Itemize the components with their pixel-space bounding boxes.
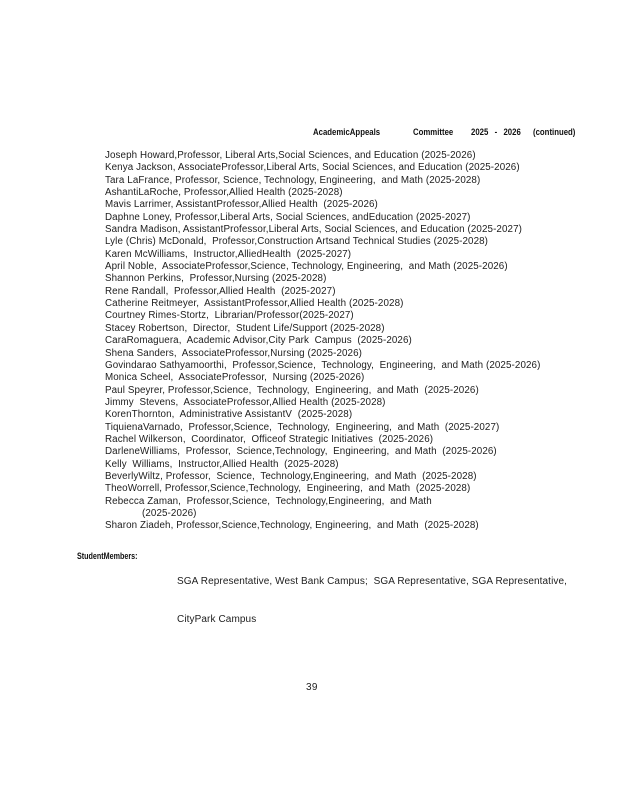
member-line: Kenya Jackson, AssociateProfessor,Liberal Arts, Social Sciences, and Education (2025-2026)	[105, 162, 520, 174]
member-line: Rachel Wilkerson, Coordinator, Officeof Strategic Initiatives (2025-2026)	[105, 433, 434, 445]
member-line: Govindarao Sathyamoorthi, Professor,Science, Technology, Engineering, and Math (2025-2026)	[105, 359, 541, 371]
member-line: TheoWorrell, Professor,Science,Technology, Engineering, and Math (2025-2028)	[105, 483, 471, 495]
member-line-continuation: (2025-2026)	[142, 507, 197, 519]
member-line: Rene Randall, Professor,Allied Health (2025-2027)	[105, 285, 336, 297]
member-line: Shannon Perkins, Professor,Nursing (2025-2028)	[105, 273, 327, 285]
member-line: Sandra Madison, AssistantProfessor,Liberal Arts, Social Sciences, and Education (2025-2027)	[105, 224, 522, 236]
member-line: April Noble, AssociateProfessor,Science, Technology, Engineering, and Math (2025-2026)	[105, 261, 508, 273]
member-line: Monica Scheel, AssociateProfessor, Nursing (2025-2026)	[105, 372, 365, 384]
student-members-line1: SGA Representative, West Bank Campus; SGA Representative, SGA Representative,	[177, 575, 568, 587]
member-list	[105, 150, 540, 533]
page-number: 39	[306, 682, 318, 693]
member-line: Lyle (Chris) McDonald, Professor,Construction Artsand Technical Studies (2025-2028)	[105, 236, 489, 248]
member-line: Courtney Rimes-Stortz, Librarian/Professor(2025-2027)	[105, 310, 354, 322]
member-line: Rebecca Zaman, Professor,Science, Technology,Engineering, and Math	[105, 495, 432, 507]
student-members-line2: CityPark Campus	[177, 613, 257, 625]
member-line: Karen McWilliams, Instructor,AlliedHealth (2025-2027)	[105, 248, 352, 260]
member-line: Sharon Ziadeh, Professor,Science,Technology, Engineering, and Math (2025-2028)	[105, 520, 479, 532]
student-members-label: StudentMembers:	[77, 551, 138, 561]
student-members-value	[177, 550, 567, 652]
member-line: Mavis Larrimer, AssistantProfessor,Allied Health (2025-2026)	[105, 199, 378, 211]
member-line: Joseph Howard,Professor, Liberal Arts,Social Sciences, and Education (2025-2026)	[105, 150, 476, 161]
header-committee-word: Committee	[413, 127, 454, 138]
member-line: Kelly Williams, Instructor,Allied Health (2025-2028)	[105, 458, 339, 470]
member-line: Shena Sanders, AssociateProfessor,Nursing (2025-2026)	[105, 347, 362, 359]
member-line: Paul Speyrer, Professor,Science, Technology, Engineering, and Math (2025-2026)	[105, 384, 479, 396]
header-committee-name: AcademicAppeals	[313, 127, 381, 138]
member-line: DarleneWilliams, Professor, Science,Technology, Engineering, and Math (2025-2026)	[105, 446, 497, 458]
member-line: TiquienaVarnado, Professor,Science, Technology, Engineering, and Math (2025-2027)	[105, 421, 500, 433]
header-continued: (continued)	[533, 127, 576, 138]
member-line: Jimmy Stevens, AssociateProfessor,Allied Health (2025-2028)	[105, 396, 386, 408]
member-line: Catherine Reitmeyer, AssistantProfessor,Allied Health (2025-2028)	[105, 298, 404, 310]
member-line: AshantiLaRoche, Professor,Allied Health (2025-2028)	[105, 187, 343, 199]
member-line: BeverlyWiltz, Professor, Science, Technology,Engineering, and Math (2025-2028)	[105, 470, 477, 482]
member-line: Daphne Loney, Professor,Liberal Arts, Social Sciences, andEducation (2025-2027)	[105, 211, 471, 223]
member-line: CaraRomaguera, Academic Advisor,City Park Campus (2025-2026)	[105, 335, 412, 347]
header-term: 2025 - 2026	[471, 127, 521, 138]
member-line: Tara LaFrance, Professor, Science, Technology, Engineering, and Math (2025-2028)	[105, 174, 481, 186]
member-line: KorenThornton, Administrative AssistantV (2025-2028)	[105, 409, 353, 421]
member-line: Stacey Robertson, Director, Student Life/Support (2025-2028)	[105, 322, 385, 334]
